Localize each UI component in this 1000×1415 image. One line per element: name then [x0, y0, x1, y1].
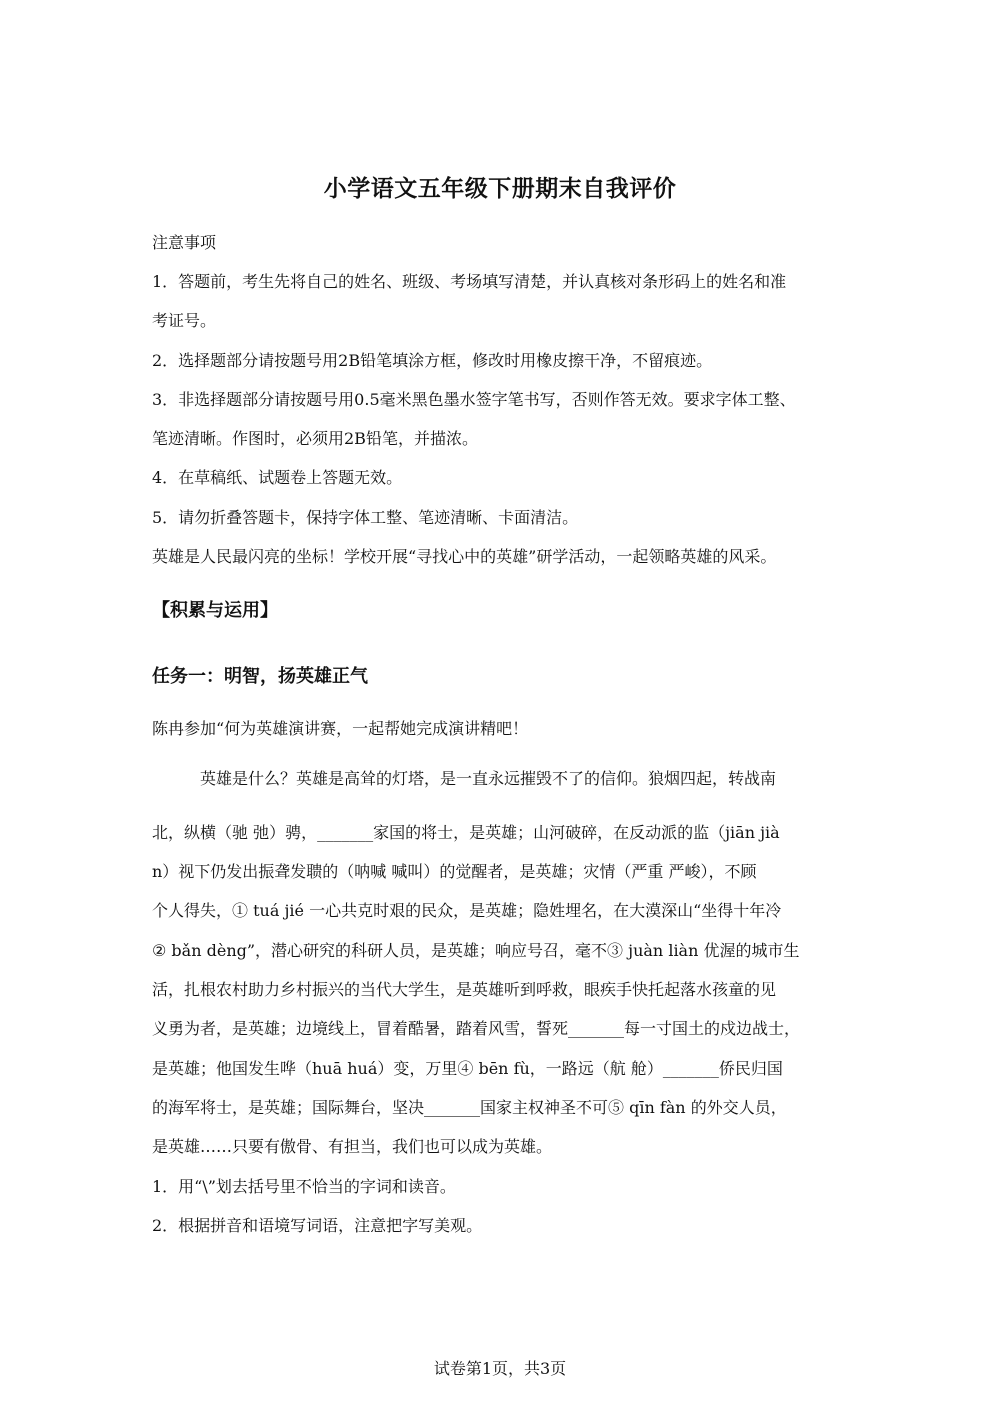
- passage-line: 个人得失，① tuá jié 一心共克时艰的民众，是英雄；隐姓埋名，在大漠深山“坐得十年冷: [152, 901, 782, 920]
- passage-line: n）视下仍发出振聋发聩的（呐喊 喊叫）的觉醒者，是英雄；灾情（严重 严峻），不顾: [152, 862, 757, 881]
- note-line: 2．选择题部分请按题号用2B铅笔填涂方框，修改时用橡皮擦干净，不留痕迹。: [152, 351, 713, 370]
- section-heading: 【积累与运用】: [152, 600, 278, 621]
- note-line: 笔迹清晰。作图时，必须用2B铅笔，并描浓。: [152, 429, 478, 448]
- note-line: 考证号。: [152, 311, 217, 330]
- notes-heading: 注意事项: [152, 233, 217, 252]
- question-1: 1．用“\”划去括号里不恰当的字词和读音。: [152, 1177, 456, 1196]
- passage-line: ② bǎn dèng”，潜心研究的科研人员，是英雄；响应号召，毫不③ juàn liàn 优渥的城市生: [152, 941, 800, 960]
- passage-line: 的海军将士，是英雄；国际舞台，坚决_______国家主权神圣不可⑤ qīn fàn 的外交人员，: [152, 1098, 787, 1117]
- note-line: 4．在草稿纸、试题卷上答题无效。: [152, 468, 403, 487]
- note-line: 1．答题前，考生先将自己的姓名、班级、考场填写清楚，并认真核对条形码上的姓名和准: [152, 272, 787, 291]
- passage-line: 是英雄；他国发生哗（huā huá）变，万里④ bēn fù，一路远（航 舱）_______侨民归国: [152, 1059, 783, 1078]
- note-line: 5．请勿折叠答题卡，保持字体工整、笔迹清晰、卡面清洁。: [152, 508, 579, 527]
- task-intro: 陈冉参加“何为英雄演讲赛，一起帮她完成演讲精吧！: [152, 719, 529, 738]
- page-title: 小学语文五年级下册期末自我评价: [323, 176, 677, 202]
- task-heading: 任务一：明智，扬英雄正气: [152, 666, 368, 687]
- page-footer: 试卷第1页，共3页: [433, 1359, 567, 1378]
- note-line: 3．非选择题部分请按题号用0.5毫米黑色墨水签字笔书写，否则作答无效。要求字体工整、: [152, 390, 796, 409]
- passage-line: 义勇为者，是英雄；边境线上，冒着酷暑，踏着风雪，誓死_______每一寸国土的戍边战士，: [152, 1019, 801, 1038]
- passage-line: 英雄是什么？英雄是高耸的灯塔，是一直永远摧毁不了的信仰。狼烟四起，转战南: [200, 769, 777, 788]
- question-2: 2．根据拼音和语境写词语，注意把字写美观。: [152, 1216, 483, 1235]
- passage-line: 北，纵横（驰 弛）骋，_______家国的将士，是英雄；山河破碎，在反动派的监（jiān jià: [152, 823, 780, 842]
- passage-line: 活，扎根农村助力乡村振兴的当代大学生，是英雄听到呼救，眼疾手快托起落水孩童的见: [152, 980, 777, 999]
- intro-text: 英雄是人民最闪亮的坐标！学校开展“寻找心中的英雄”研学活动，一起领略英雄的风采。: [152, 547, 777, 566]
- passage-line: 是英雄……只要有傲骨、有担当，我们也可以成为英雄。: [152, 1137, 553, 1156]
